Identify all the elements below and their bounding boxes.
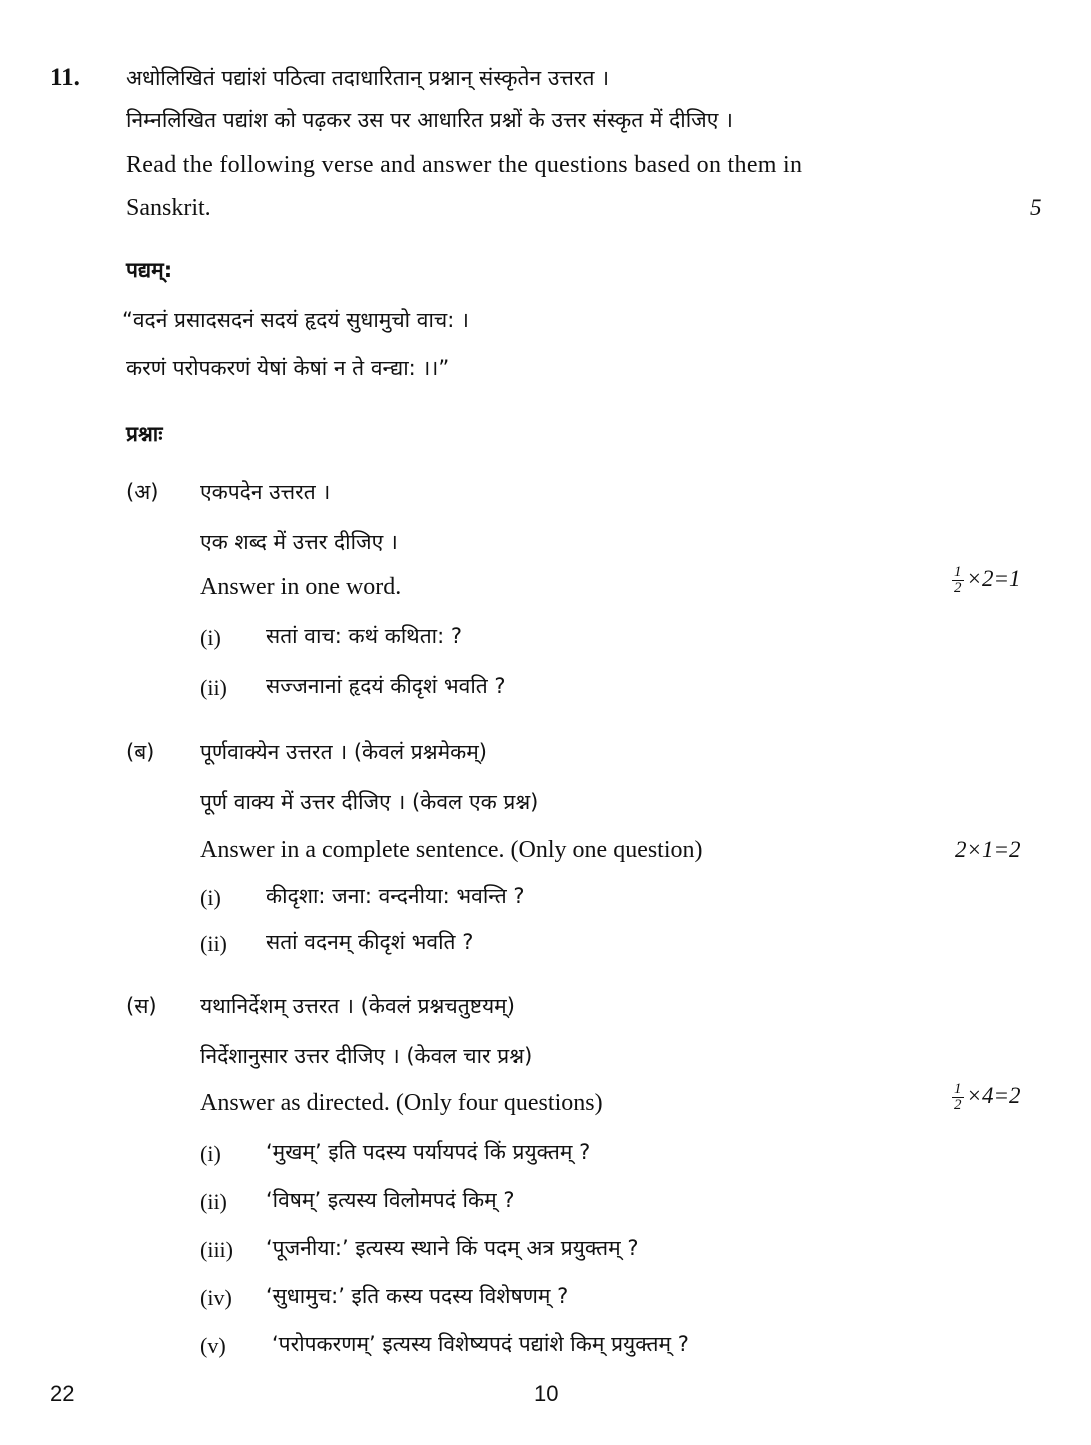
section-a-item-1-label: (i): [200, 625, 221, 650]
section-a-item-1-text: सतां वाच: कथं कथिता: ?: [266, 624, 462, 648]
section-c-item-2-text: ‘विषम्’ इत्यस्य विलोमपदं किम् ?: [266, 1188, 515, 1212]
verse-line-2: करणं परोपकरणं येषां केषां न ते वन्द्या: ।।”: [126, 356, 450, 380]
fraction: $\frac{1}{2}$: [954, 1081, 962, 1113]
section-c-instruction-hindi: निर्देशानुसार उत्तर दीजिए । (केवल चार प्रश्न): [200, 1044, 533, 1068]
instruction-sanskrit: अधोलिखितं पद्यांशं पठित्वा तदाधारितान् प्रश्नान् संस्कृतेन उत्तरत ।: [126, 66, 610, 90]
section-b-marks: 2×1=2: [955, 837, 1021, 862]
total-marks: 5: [1030, 195, 1042, 220]
section-c-marks: $\frac{1}{2}$ ×4=2: [954, 1081, 1021, 1113]
section-a-item-2-text: सज्जनानां हृदयं कीदृशं भवति ?: [266, 674, 506, 698]
section-c-item-1-text: ‘मुखम्’ इति पदस्य पर्यायपदं किं प्रयुक्तम् ?: [266, 1140, 591, 1164]
section-a-label: (अ): [126, 480, 159, 504]
section-c-instruction-english: Answer as directed. (Only four questions): [200, 1090, 603, 1116]
instruction-english-line2: Sanskrit.: [126, 195, 211, 221]
section-c-label: (स): [126, 994, 157, 1018]
section-b-item-1-label: (i): [200, 885, 221, 910]
section-b-item-2-label: (ii): [200, 931, 227, 956]
section-a-instruction-sanskrit: एकपदेन उत्तरत ।: [200, 480, 331, 504]
section-b-item-1-text: कीदृशा: जना: वन्दनीया: भवन्ति ?: [266, 884, 525, 908]
section-a-instruction-english: Answer in one word.: [200, 574, 402, 600]
section-a-instruction-hindi: एक शब्द में उत्तर दीजिए ।: [200, 530, 398, 554]
section-a-marks: $\frac{1}{2}$ ×2=1: [954, 564, 1021, 596]
fraction: $\frac{1}{2}$: [954, 564, 962, 596]
instruction-hindi: निम्नलिखित पद्यांश को पढ़कर उस पर आधारित प्रश्नों के उत्तर संस्कृत में दीजिए ।: [126, 108, 733, 132]
section-c-item-4-label: (iv): [200, 1285, 232, 1310]
section-c-item-5-text: ‘परोपकरणम्’ इत्यस्य विशेष्यपदं पद्यांशे किम् प्रयुक्तम् ?: [272, 1332, 689, 1356]
question-number: 11.: [50, 64, 80, 91]
section-b-item-2-text: सतां वदनम् कीदृशं भवति ?: [266, 930, 474, 954]
section-b-instruction-english: Answer in a complete sentence. (Only one question): [200, 837, 703, 863]
section-c-item-2-label: (ii): [200, 1189, 227, 1214]
section-c-item-3-text: ‘पूजनीया:’ इत्यस्य स्थाने किं पदम् अत्र प्रयुक्तम् ?: [266, 1236, 639, 1260]
section-c-instruction-sanskrit: यथानिर्देशम् उत्तरत । (केवलं प्रश्नचतुष्टयम्): [200, 994, 515, 1018]
instruction-english-line1: Read the following verse and answer the questions based on them in: [126, 152, 803, 178]
section-c-item-4-text: ‘सुधामुच:’ इति कस्य पदस्य विशेषणम् ?: [266, 1284, 569, 1308]
section-b-instruction-sanskrit: पूर्णवाक्येन उत्तरत । (केवलं प्रश्नमेकम्): [200, 740, 488, 764]
section-c-item-5-label: (v): [200, 1333, 226, 1358]
footer-code: 22: [50, 1381, 75, 1406]
page-number: 10: [534, 1381, 559, 1406]
section-c-item-1-label: (i): [200, 1141, 221, 1166]
section-c-item-3-label: (iii): [200, 1237, 233, 1262]
section-b-label: (ब): [126, 740, 155, 764]
section-b-instruction-hindi: पूर्ण वाक्य में उत्तर दीजिए । (केवल एक प्रश्न): [200, 790, 539, 814]
verse-line-1: “वदनं प्रसादसदनं सदयं हृदयं सुधामुचो वाच: ।: [122, 308, 469, 332]
verse-heading: पद्यम्:: [126, 258, 173, 282]
questions-heading: प्रश्नाः: [126, 422, 163, 446]
section-a-item-2-label: (ii): [200, 675, 227, 700]
